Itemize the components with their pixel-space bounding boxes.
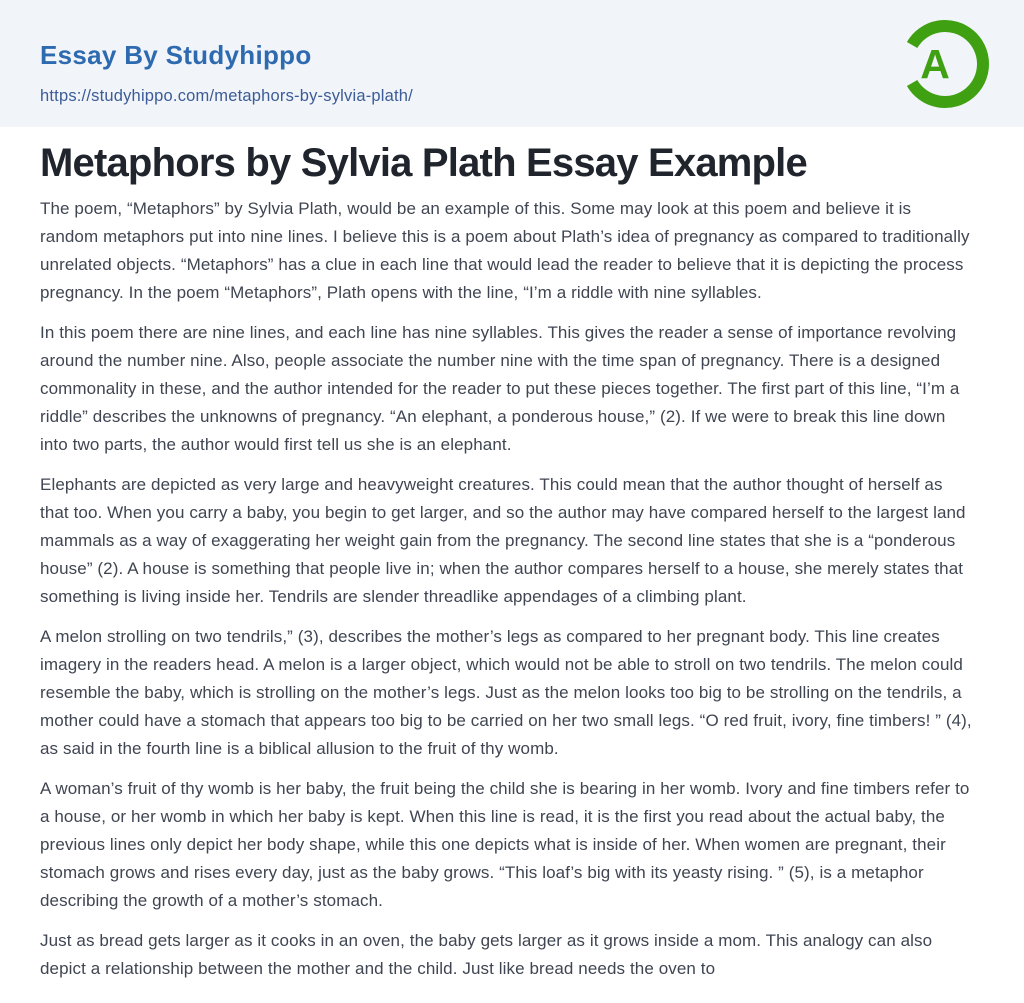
article-paragraph-1: The poem, “Metaphors” by Sylvia Plath, would be an example of this. Some may look at this poem and believe it is random metaphors put into nine lines. I believe this is a poem about Plath’s idea of pregnancy as compared to traditionally unrelated objects. “Metaphors” has a clue in each line that would lead the reader to believe that it is depicting the process pregnancy. In the poem “Metaphors”, Plath opens with the line, “I’m a riddle with nine syllables. [40,199,970,302]
article-paragraph-2: In this poem there are nine lines, and each line has nine syllables. This gives the reader a sense of importance revolving around the number nine. Also, people associate the number nine with the time span of pregnancy. There is a designed commonality in these, and the author intended for the reader to put these pieces together. The first part of this line, “I’m a riddle” describes the unknowns of pregnancy. “An elephant, a ponderous house,” (2). If we were to break this line down into two parts, the author would first tell us she is an elephant. [40,323,960,454]
article-paragraph-6: Just as bread gets larger as it cooks in an oven, the baby gets larger as it grows inside a mom. This analogy can also depict a relationship between the mother and the child. Just like bread needs the oven to [40,931,933,978]
studyhippo-logo-icon [900,19,990,109]
article-paragraph-5: A woman’s fruit of thy womb is her baby, the fruit being the child she is bearing in her womb. Ivory and fine timbers refer to a house, or her womb in which her baby is kept. When this line is read, it is the first you read about the actual baby, the previous lines only depict her body shape, while this one depicts what is inside of her. When women are pregnant, their stomach grows and rises every day, just as the baby grows. “This loaf’s big with its yeasty rising. ” (5), is a metaphor describing the growth of a mother’s stomach. [40,779,970,910]
site-title[interactable]: Essay By Studyhippo [40,40,312,70]
site-header [0,0,1024,127]
article-title: Metaphors by Sylvia Plath Essay Example [40,141,807,185]
article-paragraph-4: A melon strolling on two tendrils,” (3), describes the mother’s legs as compared to her pregnant body. This line creates imagery in the readers head. A melon is a larger object, which would not be able to stroll on two tendrils. The melon could resemble the baby, which is strolling on the mother’s legs. Just as the melon looks too big to be strolling on the tendrils, a mother could have a stomach that appears too big to be carried on her two small legs. “O red fruit, ivory, fine timbers! ” (4), as said in the fourth line is a biblical allusion to the fruit of thy womb. [40,627,972,758]
article-paragraph-3: Elephants are depicted as very large and heavyweight creatures. This could mean that the author thought of herself as that too. When you carry a baby, you begin to get larger, and so the author may have compared herself to the largest land mammals as a way of exaggerating her weight gain from the pregnancy. The second line states that she is a “ponderous house” (2). A house is something that people live in; when the author compares herself to a house, she merely states that something is living inside her. Tendrils are slender threadlike appendages of a climbing plant. [40,475,966,606]
article-body [0,127,1024,983]
logo-letter: A [920,41,950,87]
page-url-link[interactable]: https://studyhippo.com/metaphors-by-sylvia-plath/ [40,87,413,105]
